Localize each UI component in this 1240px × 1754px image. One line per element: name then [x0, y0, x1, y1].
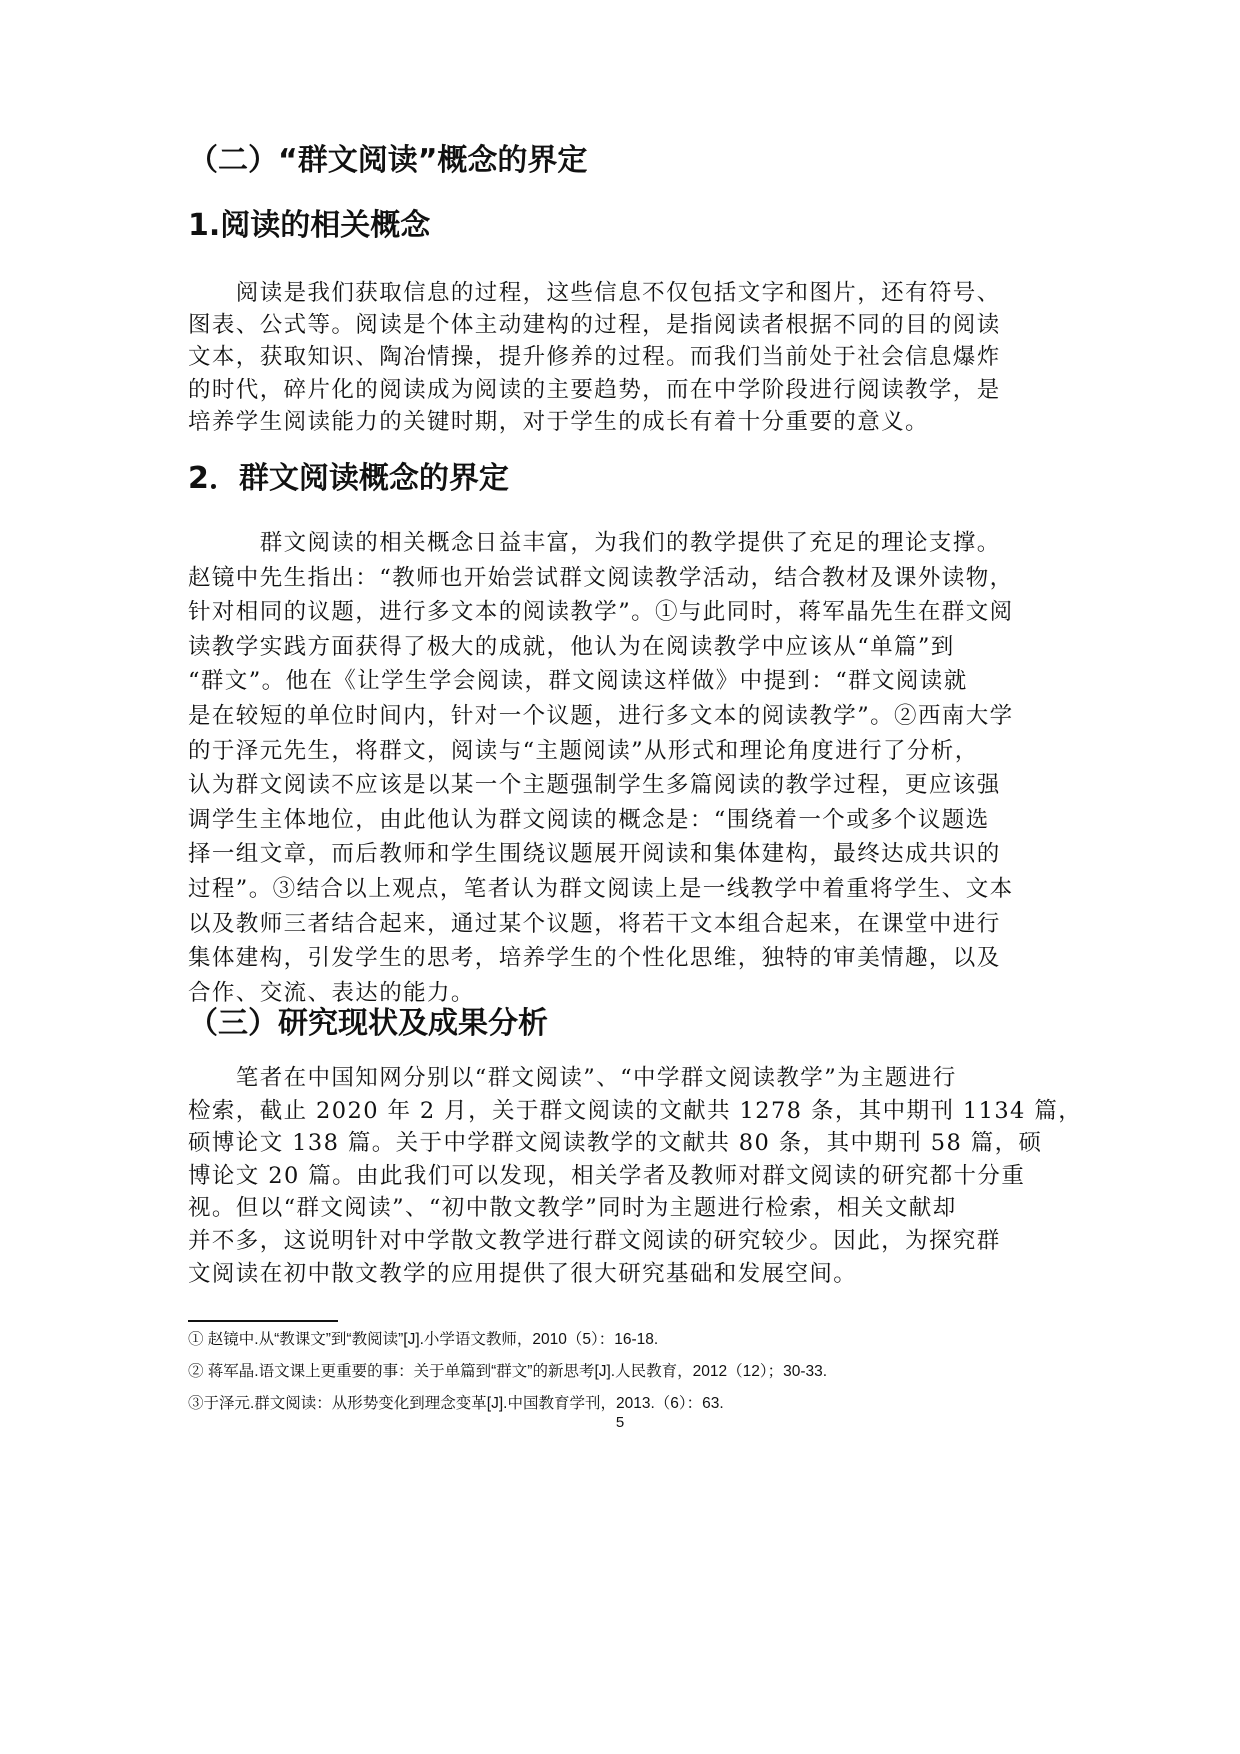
text-line: 读教学实践方面获得了极大的成就，他认为在阅读教学中应该从“单篇”到 — [188, 633, 955, 660]
text-line: “群文”。他在《让学生学会阅读，群文阅读这样做》中提到：“群文阅读就 — [188, 668, 968, 695]
footnote-separator — [188, 1320, 338, 1322]
text-line: 认为群文阅读不应该是以某一个主题强制学生多篇阅读的教学过程，更应该强 — [188, 772, 1001, 799]
text-line: 的于泽元先生，将群文，阅读与“主题阅读”从形式和理论角度进行了分析， — [188, 737, 979, 764]
text-line: 针对相同的议题，进行多文本的阅读教学”。①与此同时，蒋军晶先生在群文阅 — [188, 599, 1014, 626]
page-number: 5 — [615, 1414, 625, 1431]
text-line: 检索，截止 2020 年 2 月，关于群文阅读的文献共 1278 条，其中期刊 1134 篇， — [188, 1097, 1083, 1124]
section-heading: （二）“群文阅读”概念的界定 — [188, 143, 588, 178]
subsection-heading: 1.阅读的相关概念 — [188, 208, 431, 243]
subsection-heading: 2．群文阅读概念的界定 — [188, 461, 509, 496]
text-line: 文阅读在初中散文教学的应用提供了很大研究基础和发展空间。 — [188, 1260, 858, 1287]
text-line: 阅读是我们获取信息的过程，这些信息不仅包括文字和图片，还有符号、 — [188, 280, 1001, 306]
text-line: 图表、公式等。阅读是个体主动建构的过程，是指阅读者根据不同的目的阅读 — [188, 312, 1001, 339]
text-line: 群文阅读的相关概念日益丰富，为我们的教学提供了充足的理论支撑。 — [188, 530, 1001, 556]
text-line: 博论文 20 篇。由此我们可以发现，相关学者及教师对群文阅读的研究都十分重 — [188, 1162, 1026, 1189]
text-line: 并不多，这说明针对中学散文教学进行群文阅读的研究较少。因此，为探究群 — [188, 1228, 1001, 1254]
text-line: 赵镜中先生指出：“教师也开始尝试群文阅读教学活动，结合教材及课外读物， — [188, 564, 1014, 591]
text-line: 过程”。③结合以上观点，笔者认为群文阅读上是一线教学中着重将学生、文本 — [188, 876, 1014, 902]
text-line: 择一组文章，而后教师和学生围绕议题展开阅读和集体建构，最终达成共识的 — [188, 841, 1001, 868]
text-line: 文本，获取知识、陶冶情操，提升修养的过程。而我们当前处于社会信息爆炸 — [188, 344, 1001, 371]
footnote: ① 赵镜中.从“教课文”到“教阅读”[J].小学语文教师，2010（5）：16-18. — [188, 1331, 659, 1348]
text-line: 硕博论文 138 篇。关于中学群文阅读教学的文献共 80 条，其中期刊 58 篇，硕 — [188, 1130, 1043, 1157]
section-heading: （三）研究现状及成果分析 — [188, 1006, 548, 1041]
text-line: 笔者在中国知网分别以“群文阅读”、“中学群文阅读教学”为主题进行 — [188, 1065, 957, 1091]
text-line: 培养学生阅读能力的关键时期，对于学生的成长有着十分重要的意义。 — [188, 408, 929, 435]
text-line: 合作、交流、表达的能力。 — [188, 979, 475, 1006]
footnote: ② 蒋军晶.语文课上更重要的事：关于单篇到“群文”的新思考[J].人民教育，2012（12）；30-33. — [188, 1363, 828, 1380]
text-line: 是在较短的单位时间内，针对一个议题，进行多文本的阅读教学”。②西南大学 — [188, 703, 1014, 729]
text-line: 集体建构，引发学生的思考，培养学生的个性化思维，独特的审美情趣，以及 — [188, 945, 1001, 972]
text-line: 视。但以“群文阅读”、“初中散文教学”同时为主题进行检索，相关文献却 — [188, 1195, 957, 1222]
text-line: 调学生主体地位，由此他认为群文阅读的概念是：“围绕着一个或多个议题选 — [188, 806, 990, 833]
text-line: 以及教师三者结合起来，通过某个议题，将若干文本组合起来，在课堂中进行 — [188, 910, 1001, 937]
text-line: 的时代，碎片化的阅读成为阅读的主要趋势，而在中学阶段进行阅读教学，是 — [188, 376, 1001, 403]
footnote: ③于泽元.群文阅读：从形势变化到理念变革[J].中国教育学刊，2013.（6）：63. — [188, 1395, 724, 1412]
